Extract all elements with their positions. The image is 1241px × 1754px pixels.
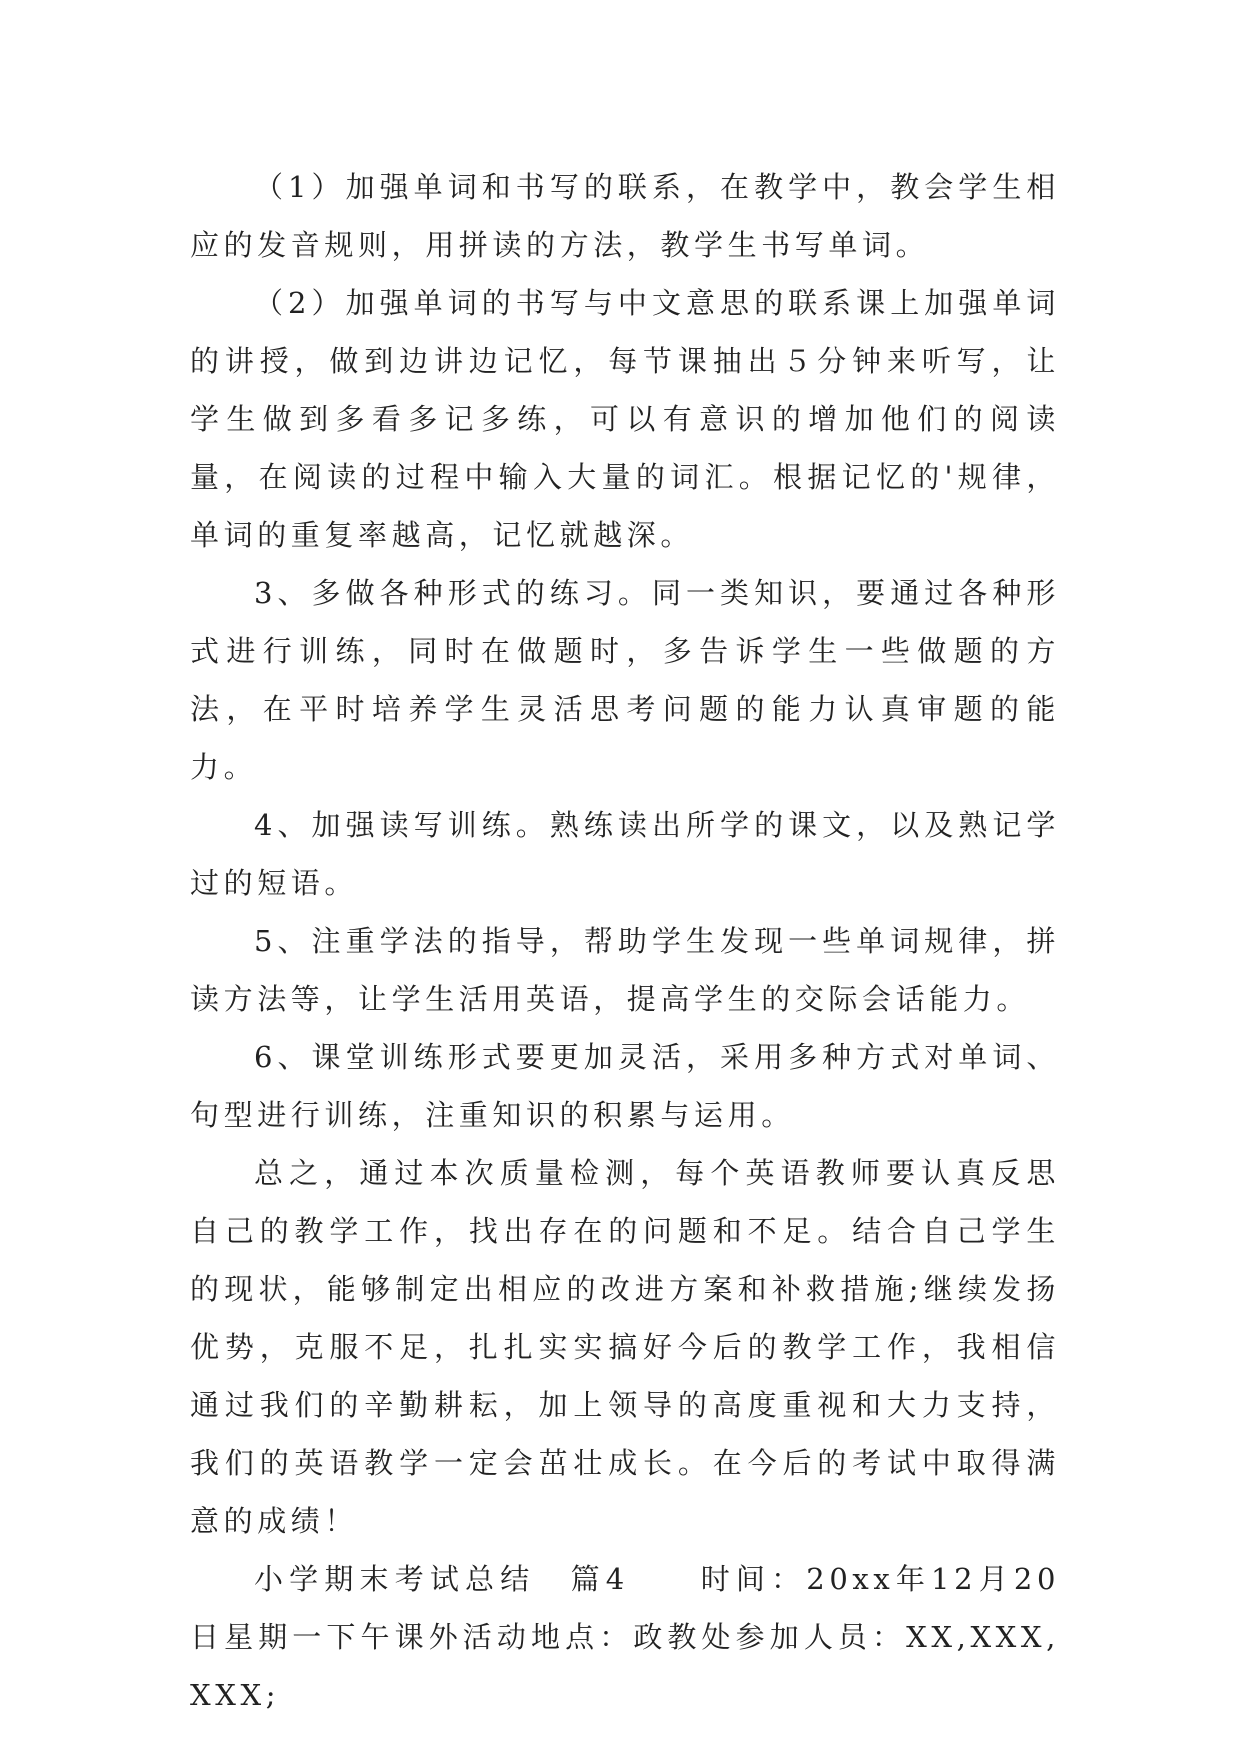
paragraph-8: 小学期末考试总结 篇4 时间：20xx年12月20日星期一下午课外活动地点：政教处参加人员：XX,XXX,XXX; <box>190 1562 1060 1712</box>
document-body <box>190 158 1060 1724</box>
paragraph-2: （2）加强单词的书写与中文意思的联系课上加强单词的讲授，做到边讲边记忆，每节课抽出５分钟来听写，让学生做到多看多记多练，可以有意识的增加他们的阅读量，在阅读的过程中输入大量的词汇。根据记忆的'规律，单词的重复率越高，记忆就越深。 <box>190 286 1060 552</box>
paragraph-5: 5、注重学法的指导，帮助学生发现一些单词规律，拼读方法等，让学生活用英语，提高学生的交际会话能力。 <box>190 924 1060 1016</box>
paragraph-7: 总之，通过本次质量检测，每个英语教师要认真反思自己的教学工作，找出存在的问题和不足。结合自己学生的现状，能够制定出相应的改进方案和补救措施;继续发扬优势，克服不足，扎扎实实搞好今后的教学工作，我相信通过我们的辛勤耕耘，加上领导的高度重视和大力支持，我们的英语教学一定会茁壮成长。在今后的考试中取得满意的成绩！ <box>190 1156 1060 1538</box>
paragraph-4: 4、加强读写训练。熟练读出所学的课文，以及熟记学过的短语。 <box>190 808 1060 900</box>
paragraph-3: 3、多做各种形式的练习。同一类知识，要通过各种形式进行训练，同时在做题时，多告诉学生一些做题的方法，在平时培养学生灵活思考问题的能力认真审题的能力。 <box>190 576 1060 784</box>
paragraph-6: 6、课堂训练形式要更加灵活，采用多种方式对单词、句型进行训练，注重知识的积累与运用。 <box>190 1040 1060 1132</box>
paragraph-1: （1）加强单词和书写的联系，在教学中，教会学生相应的发音规则，用拼读的方法，教学生书写单词。 <box>190 170 1060 262</box>
